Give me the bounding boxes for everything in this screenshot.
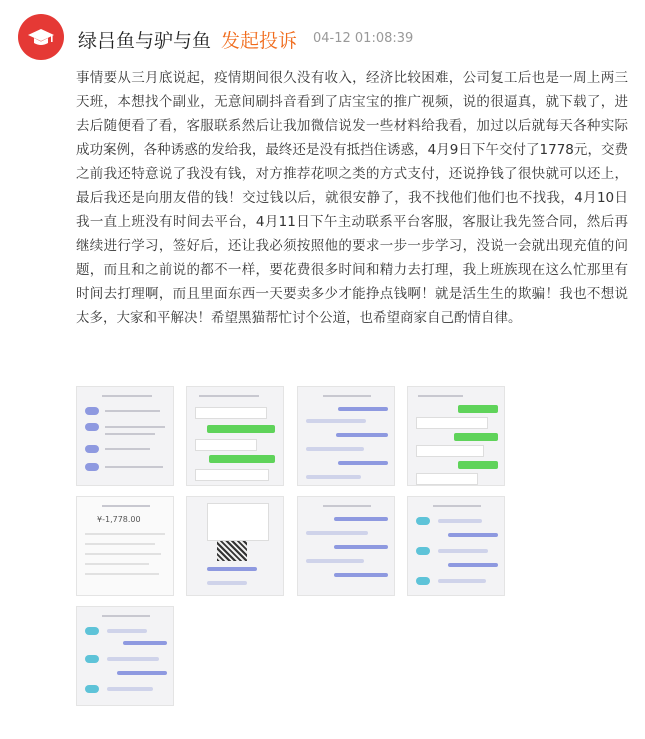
payment-amount: ¥-1,778.00 bbox=[97, 515, 141, 524]
avatar[interactable] bbox=[18, 14, 64, 60]
file-complaint-link[interactable]: 发起投诉 bbox=[221, 30, 298, 52]
attachment-thumbnail[interactable] bbox=[407, 496, 505, 596]
attachment-thumbnail[interactable] bbox=[297, 386, 395, 486]
post-header bbox=[18, 14, 635, 62]
attachment-thumbnail[interactable] bbox=[186, 386, 284, 486]
post-body: 事情要从三月底说起，疫情期间很久没有收入，经济比较困难，公司复工后也是一周上两三天班，本想找个副业，无意间刷抖音看到了店宝宝的推广视频，说的很逼真，就下载了，进去后随便看了看，客服联系然后让我加微信说发一些材料给我看，加过以后就每天各种实际成功案例，各种诱惑的发给我，最终还是没有抵挡住诱惑，4月9日下午交付了1778元，交费之前我还特意说了我没有钱，对方推荐花呗之类的方式支付，还说挣钱了很快就可以还上，最后我还是向朋友借的钱！交过钱以后，就很安静了，我不找他们他们也不找我，4月10日我一直上班没有时间去平台，4月11日下午主动联系平台客服，客服让我先签合同，然后再继续进行学习，签好后，还让我必须按照他的要求一步一步学习，没说一会就出现充值的问题，而且和之前说的都不一样，要花费很多时间和精力去打理，我上班族现在这么忙那里有时间去打理啊，而且里面东西一天要卖多少才能挣点钱啊！就是活生生的欺骗！我也不想说太多，大家和平解决！希望黑猫帮忙讨个公道，也希望商家自己酌情自律。 bbox=[76, 70, 628, 326]
graduation-cap-icon bbox=[26, 22, 56, 52]
attachment-thumbnail[interactable] bbox=[407, 386, 505, 486]
post-timestamp: 04-12 01:08:39 bbox=[313, 31, 414, 46]
attachment-thumbnail[interactable] bbox=[76, 386, 174, 486]
attachment-thumbnail[interactable] bbox=[186, 496, 284, 596]
username[interactable]: 绿吕鱼与驴与鱼 bbox=[78, 30, 212, 52]
attachment-thumbnail[interactable] bbox=[76, 496, 174, 596]
attachment-thumbnail[interactable] bbox=[76, 606, 174, 706]
attachment-thumbnail[interactable] bbox=[297, 496, 395, 596]
